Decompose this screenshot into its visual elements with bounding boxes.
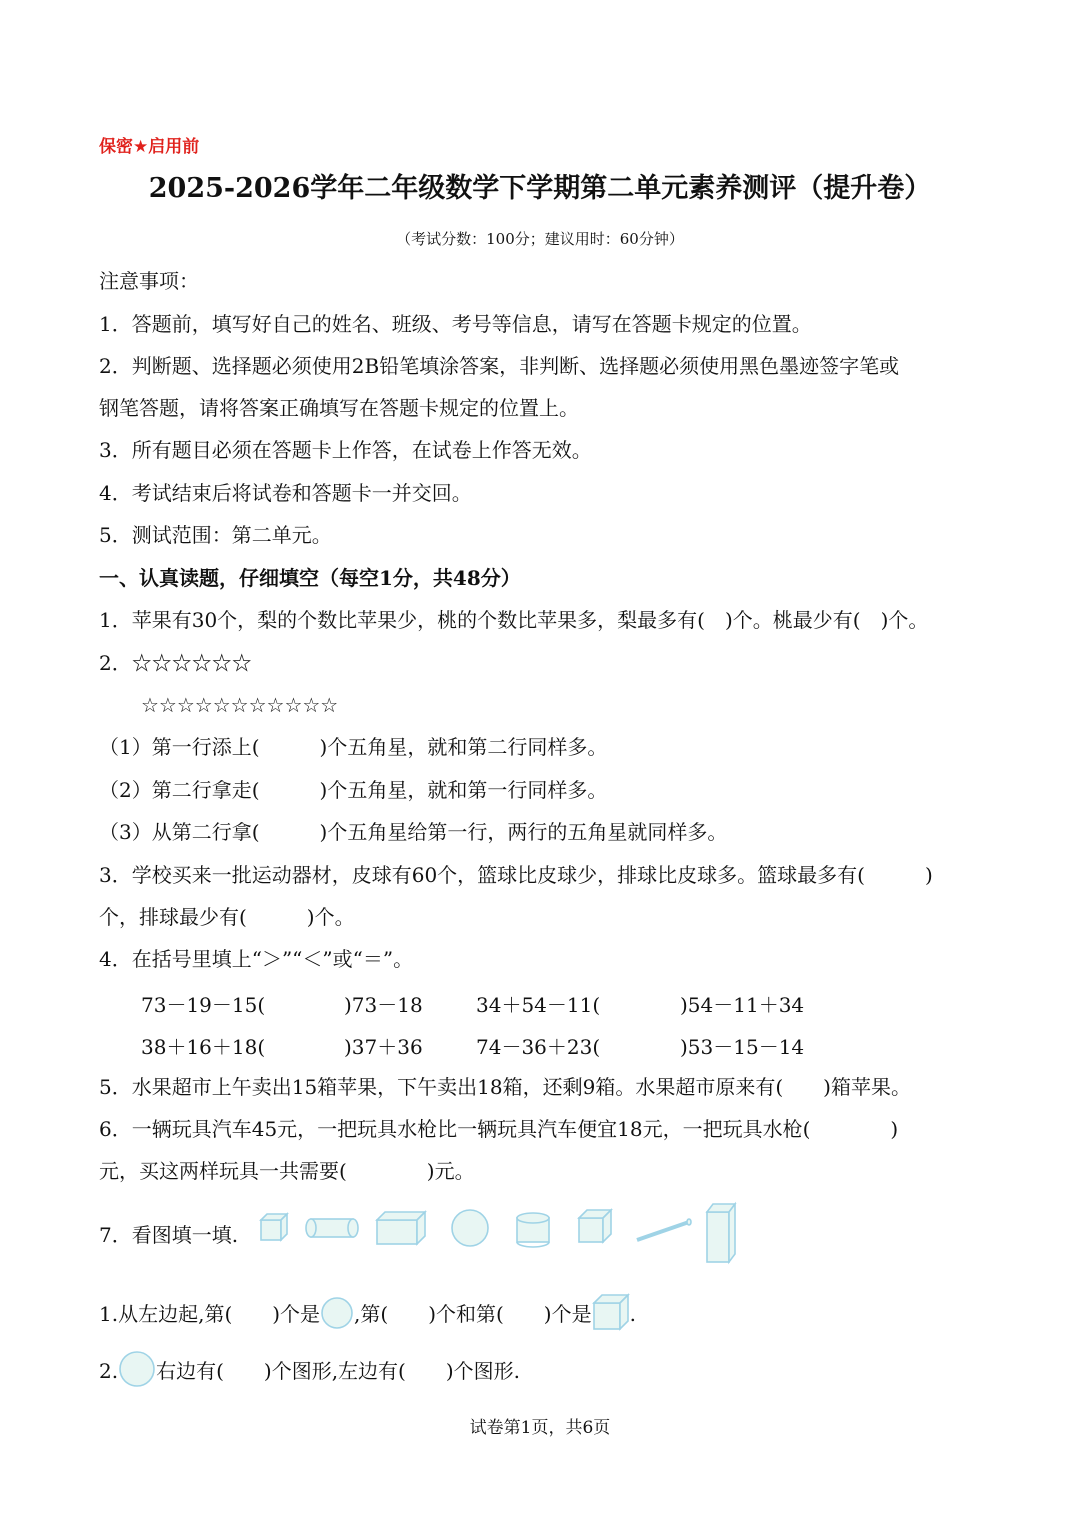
question-4-label: 4．在括号里填上“＞”“＜”或“＝”。 — [99, 947, 414, 971]
question-2-stars-row2: ☆☆☆☆☆☆☆☆☆☆☆ — [141, 693, 339, 717]
question-7-sub2 — [99, 1350, 520, 1388]
note-item: 钢笔答题，请将答案正确填写在答题卡规定的位置上。 — [99, 396, 579, 420]
question-7-sub1 — [99, 1293, 636, 1333]
compare-expr: 38＋16＋18( — [141, 1035, 266, 1059]
compare-expr: )73－18 — [344, 993, 423, 1017]
cylinder-shape — [517, 1213, 549, 1247]
exam-title: 2025-2026学年二年级数学下学期第二单元素养测评（提升卷） — [148, 173, 932, 204]
note-item: 5．测试范围：第二单元。 — [99, 523, 332, 547]
note-item: 2．判断题、选择题必须使用2B铅笔填涂答案，非判断、选择题必须使用黑色墨迹签字笔或 — [99, 354, 900, 378]
section-heading: 一、认真读题，仔细填空（每空1分，共48分） — [99, 566, 521, 590]
compare-expr: 74－36＋23( — [476, 1035, 601, 1059]
circle-icon — [320, 1296, 354, 1330]
q7-sub2-text-b: 右边有( )个图形,左边有( )个图形. — [156, 1359, 521, 1383]
compare-expr: )53－15－14 — [680, 1035, 805, 1059]
note-item: 3．所有题目必须在答题卡上作答，在试卷上作答无效。 — [99, 438, 592, 462]
question-5: 5．水果超市上午卖出15箱苹果，下午卖出18箱，还剩9箱。水果超市原来有( )箱苹果。 — [99, 1075, 911, 1099]
question-3-line2: 个，排球最少有( )个。 — [99, 905, 355, 929]
cuboid-shape — [377, 1212, 425, 1244]
question-2-label: 2．☆☆☆☆☆☆ — [99, 651, 252, 675]
exam-subtitle: （考试分数：100分；建议用时：60分钟） — [396, 230, 684, 248]
question-2-sub2: （2）第二行拿走( )个五角星，就和第一行同样多。 — [99, 778, 608, 802]
q7-sub1-text-c: . — [629, 1302, 636, 1326]
circle-icon — [118, 1350, 156, 1388]
question-7-label: 7．看图填一填. — [99, 1223, 239, 1247]
note-item: 4．考试结束后将试卷和答题卡一并交回。 — [99, 481, 472, 505]
cube-shape — [579, 1210, 611, 1242]
cube-icon — [592, 1293, 630, 1333]
question-2-sub1: （1）第一行添上( )个五角星，就和第二行同样多。 — [99, 735, 608, 759]
confidential-label: 保密★启用前 — [99, 137, 200, 157]
shapes-row — [255, 1198, 745, 1266]
q7-sub1-text-b: ,第( )个和第( )个是 — [354, 1302, 592, 1326]
horizontal-cylinder-shape — [306, 1219, 358, 1237]
question-6-line2: 元，买这两样玩具一共需要( )元。 — [99, 1159, 475, 1183]
small-cube-shape — [261, 1214, 287, 1240]
rod-shape — [637, 1219, 691, 1240]
tall-cuboid-shape — [707, 1204, 735, 1262]
q7-sub1-text-a: 1.从左边起,第( )个是 — [99, 1302, 321, 1326]
compare-expr: )37＋36 — [344, 1035, 423, 1059]
q7-sub2-text-a: 2. — [99, 1359, 119, 1383]
question-6-line1: 6．一辆玩具汽车45元，一把玩具水枪比一辆玩具汽车便宜18元，一把玩具水枪( ) — [99, 1117, 899, 1141]
question-3-line1: 3．学校买来一批运动器材，皮球有60个，篮球比皮球少，排球比皮球多。篮球最多有( ) — [99, 863, 933, 887]
note-item: 1．答题前，填写好自己的姓名、班级、考号等信息，请写在答题卡规定的位置。 — [99, 312, 812, 336]
question-1: 1．苹果有30个，梨的个数比苹果少，桃的个数比苹果多，梨最多有( )个。桃最少有( )个。 — [99, 608, 929, 632]
notes-heading: 注意事项： — [99, 269, 199, 293]
compare-expr: 34＋54－11( — [476, 993, 601, 1017]
circle-shape — [452, 1210, 488, 1246]
compare-expr: 73－19－15( — [141, 993, 266, 1017]
page-footer: 试卷第1页，共6页 — [469, 1418, 611, 1438]
compare-expr: )54－11＋34 — [680, 993, 805, 1017]
question-2-sub3: （3）从第二行拿( )个五角星给第一行，两行的五角星就同样多。 — [99, 820, 728, 844]
